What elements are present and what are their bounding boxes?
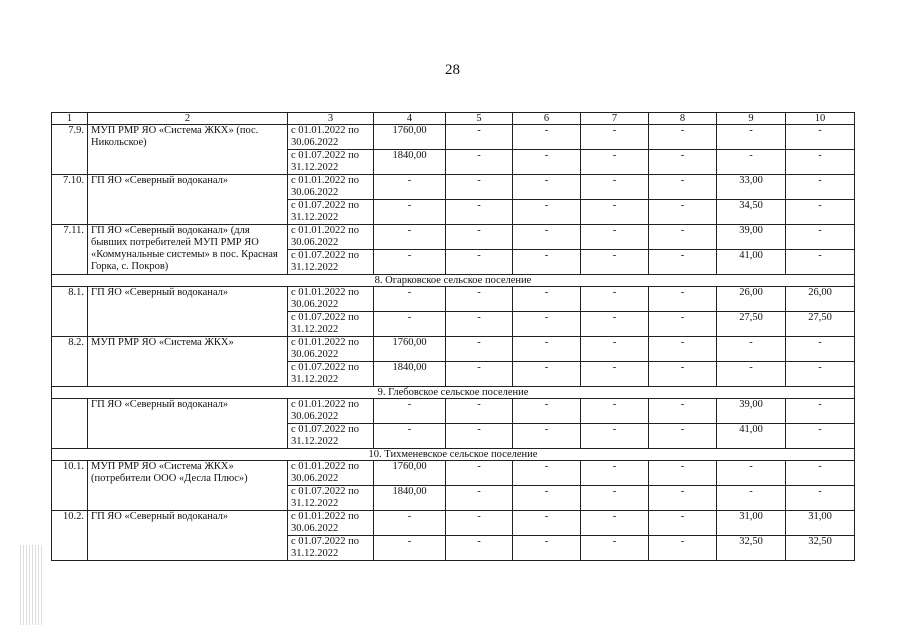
organization-name: МУП РМР ЯО «Система ЖКХ» (пос. Никольское) <box>88 125 288 175</box>
margin-stamp <box>20 545 42 625</box>
value-cell: - <box>513 150 581 175</box>
value-cell: - <box>649 399 717 424</box>
value-cell: - <box>581 250 649 275</box>
period-cell: с 01.07.2022 по 31.12.2022 <box>288 424 374 449</box>
value-cell: - <box>581 511 649 536</box>
section-row <box>52 387 855 399</box>
col-header: 5 <box>446 113 513 125</box>
row-number: 10.2. <box>52 511 88 561</box>
period-cell: с 01.07.2022 по 31.12.2022 <box>288 250 374 275</box>
value-cell: 27,50 <box>786 312 855 337</box>
value-cell: - <box>581 125 649 150</box>
value-cell: - <box>446 486 513 511</box>
value-cell: 39,00 <box>717 225 786 250</box>
value-cell: - <box>446 125 513 150</box>
period-cell: с 01.07.2022 по 31.12.2022 <box>288 150 374 175</box>
value-cell: - <box>649 225 717 250</box>
section-title: 9. Глебовское сельское поселение <box>52 387 855 399</box>
value-cell: - <box>786 399 855 424</box>
row-number: 8.1. <box>52 287 88 337</box>
organization-name: ГП ЯО «Северный водоканал» (для бывших потребителей МУП РМР ЯО «Коммунальные системы» в пос. Красная Горка, с. Покров) <box>88 225 288 275</box>
value-cell: - <box>649 424 717 449</box>
page-number: 28 <box>445 62 460 78</box>
value-cell: - <box>513 175 581 200</box>
value-cell: - <box>513 399 581 424</box>
value-cell: - <box>581 486 649 511</box>
value-cell: - <box>513 424 581 449</box>
organization-name: ГП ЯО «Северный водоканал» <box>88 287 288 337</box>
period-cell: с 01.01.2022 по 30.06.2022 <box>288 175 374 200</box>
value-cell: - <box>446 175 513 200</box>
value-cell: 41,00 <box>717 250 786 275</box>
period-cell: с 01.07.2022 по 31.12.2022 <box>288 486 374 511</box>
value-cell: - <box>374 536 446 561</box>
value-cell: 33,00 <box>717 175 786 200</box>
header-row <box>52 113 855 125</box>
value-cell: - <box>446 150 513 175</box>
value-cell: - <box>786 486 855 511</box>
value-cell: - <box>581 175 649 200</box>
value-cell: - <box>446 287 513 312</box>
value-cell: - <box>649 200 717 225</box>
value-cell: - <box>786 175 855 200</box>
value-cell: - <box>374 511 446 536</box>
period-cell: с 01.01.2022 по 30.06.2022 <box>288 337 374 362</box>
value-cell: 34,50 <box>717 200 786 225</box>
value-cell: - <box>513 486 581 511</box>
organization-name: ГП ЯО «Северный водоканал» <box>88 511 288 561</box>
period-cell: с 01.01.2022 по 30.06.2022 <box>288 511 374 536</box>
col-header: 3 <box>288 113 374 125</box>
value-cell: 27,50 <box>717 312 786 337</box>
organization-name: МУП РМР ЯО «Система ЖКХ» (потребители ООО «Десла Плюс») <box>88 461 288 511</box>
value-cell: - <box>649 536 717 561</box>
value-cell: - <box>649 175 717 200</box>
row-number: 8.2. <box>52 337 88 387</box>
value-cell: - <box>649 511 717 536</box>
value-cell: - <box>649 486 717 511</box>
value-cell: - <box>581 225 649 250</box>
table-row <box>52 287 855 312</box>
value-cell: - <box>374 287 446 312</box>
value-cell: - <box>786 461 855 486</box>
value-cell: - <box>717 150 786 175</box>
value-cell: - <box>446 424 513 449</box>
value-cell: - <box>649 287 717 312</box>
value-cell: 26,00 <box>786 287 855 312</box>
period-cell: с 01.07.2022 по 31.12.2022 <box>288 536 374 561</box>
value-cell: 32,50 <box>786 536 855 561</box>
value-cell: - <box>581 200 649 225</box>
value-cell: - <box>513 225 581 250</box>
organization-name: ГП ЯО «Северный водоканал» <box>88 399 288 449</box>
value-cell: 31,00 <box>717 511 786 536</box>
period-cell: с 01.07.2022 по 31.12.2022 <box>288 200 374 225</box>
table-body <box>52 113 855 561</box>
value-cell: - <box>581 461 649 486</box>
value-cell: - <box>786 200 855 225</box>
col-header: 6 <box>513 113 581 125</box>
value-cell: - <box>786 225 855 250</box>
value-cell: - <box>649 461 717 486</box>
value-cell: 32,50 <box>717 536 786 561</box>
period-cell: с 01.07.2022 по 31.12.2022 <box>288 362 374 387</box>
value-cell: 31,00 <box>786 511 855 536</box>
value-cell: - <box>446 536 513 561</box>
value-cell: 39,00 <box>717 399 786 424</box>
value-cell: - <box>513 536 581 561</box>
value-cell: - <box>581 312 649 337</box>
value-cell: - <box>717 461 786 486</box>
value-cell: - <box>786 337 855 362</box>
value-cell: 1760,00 <box>374 125 446 150</box>
value-cell: - <box>513 337 581 362</box>
value-cell: - <box>581 399 649 424</box>
section-row <box>52 449 855 461</box>
section-row <box>52 275 855 287</box>
value-cell: - <box>446 200 513 225</box>
value-cell: - <box>786 424 855 449</box>
period-cell: с 01.01.2022 по 30.06.2022 <box>288 225 374 250</box>
table-row <box>52 175 855 200</box>
value-cell: - <box>513 362 581 387</box>
value-cell: 1840,00 <box>374 362 446 387</box>
value-cell: - <box>374 250 446 275</box>
value-cell: - <box>446 312 513 337</box>
value-cell: - <box>649 150 717 175</box>
value-cell: - <box>374 312 446 337</box>
period-cell: с 01.07.2022 по 31.12.2022 <box>288 312 374 337</box>
period-cell: с 01.01.2022 по 30.06.2022 <box>288 461 374 486</box>
value-cell: - <box>581 362 649 387</box>
col-header: 4 <box>374 113 446 125</box>
col-header: 9 <box>717 113 786 125</box>
value-cell: - <box>581 287 649 312</box>
section-title: 10. Тихменевское сельское поселение <box>52 449 855 461</box>
period-cell: с 01.01.2022 по 30.06.2022 <box>288 125 374 150</box>
value-cell: 41,00 <box>717 424 786 449</box>
value-cell: - <box>649 362 717 387</box>
table-row <box>52 337 855 362</box>
value-cell: - <box>513 200 581 225</box>
value-cell: - <box>446 337 513 362</box>
value-cell: - <box>717 362 786 387</box>
table-row <box>52 399 855 424</box>
value-cell: - <box>717 337 786 362</box>
period-cell: с 01.01.2022 по 30.06.2022 <box>288 399 374 424</box>
col-header: 2 <box>88 113 288 125</box>
value-cell: - <box>374 399 446 424</box>
value-cell: - <box>581 536 649 561</box>
value-cell: 1840,00 <box>374 486 446 511</box>
row-number: 7.10. <box>52 175 88 225</box>
value-cell: - <box>649 312 717 337</box>
value-cell: - <box>581 337 649 362</box>
value-cell: - <box>513 125 581 150</box>
value-cell: - <box>581 424 649 449</box>
row-number: 10.1. <box>52 461 88 511</box>
table-row <box>52 511 855 536</box>
value-cell: 1840,00 <box>374 150 446 175</box>
table-row <box>52 461 855 486</box>
tariff-table <box>51 112 855 561</box>
col-header: 7 <box>581 113 649 125</box>
value-cell: - <box>786 125 855 150</box>
value-cell: - <box>513 461 581 486</box>
value-cell: 1760,00 <box>374 461 446 486</box>
value-cell: - <box>374 424 446 449</box>
value-cell: - <box>374 225 446 250</box>
value-cell: - <box>649 337 717 362</box>
value-cell: - <box>446 362 513 387</box>
row-number: 7.11. <box>52 225 88 275</box>
row-number <box>52 399 88 449</box>
value-cell: 1760,00 <box>374 337 446 362</box>
value-cell: - <box>446 511 513 536</box>
value-cell: - <box>786 150 855 175</box>
value-cell: - <box>446 399 513 424</box>
value-cell: - <box>374 175 446 200</box>
value-cell: 26,00 <box>717 287 786 312</box>
value-cell: - <box>513 287 581 312</box>
value-cell: - <box>513 250 581 275</box>
organization-name: МУП РМР ЯО «Система ЖКХ» <box>88 337 288 387</box>
value-cell: - <box>513 511 581 536</box>
value-cell: - <box>649 125 717 150</box>
table-row <box>52 125 855 150</box>
row-number: 7.9. <box>52 125 88 175</box>
value-cell: - <box>786 362 855 387</box>
value-cell: - <box>446 461 513 486</box>
value-cell: - <box>446 225 513 250</box>
section-title: 8. Огарковское сельское поселение <box>52 275 855 287</box>
value-cell: - <box>581 150 649 175</box>
col-header: 10 <box>786 113 855 125</box>
value-cell: - <box>717 486 786 511</box>
col-header: 8 <box>649 113 717 125</box>
period-cell: с 01.01.2022 по 30.06.2022 <box>288 287 374 312</box>
value-cell: - <box>786 250 855 275</box>
value-cell: - <box>446 250 513 275</box>
value-cell: - <box>717 125 786 150</box>
value-cell: - <box>374 200 446 225</box>
organization-name: ГП ЯО «Северный водоканал» <box>88 175 288 225</box>
value-cell: - <box>513 312 581 337</box>
table-row <box>52 225 855 250</box>
value-cell: - <box>649 250 717 275</box>
col-header: 1 <box>52 113 88 125</box>
